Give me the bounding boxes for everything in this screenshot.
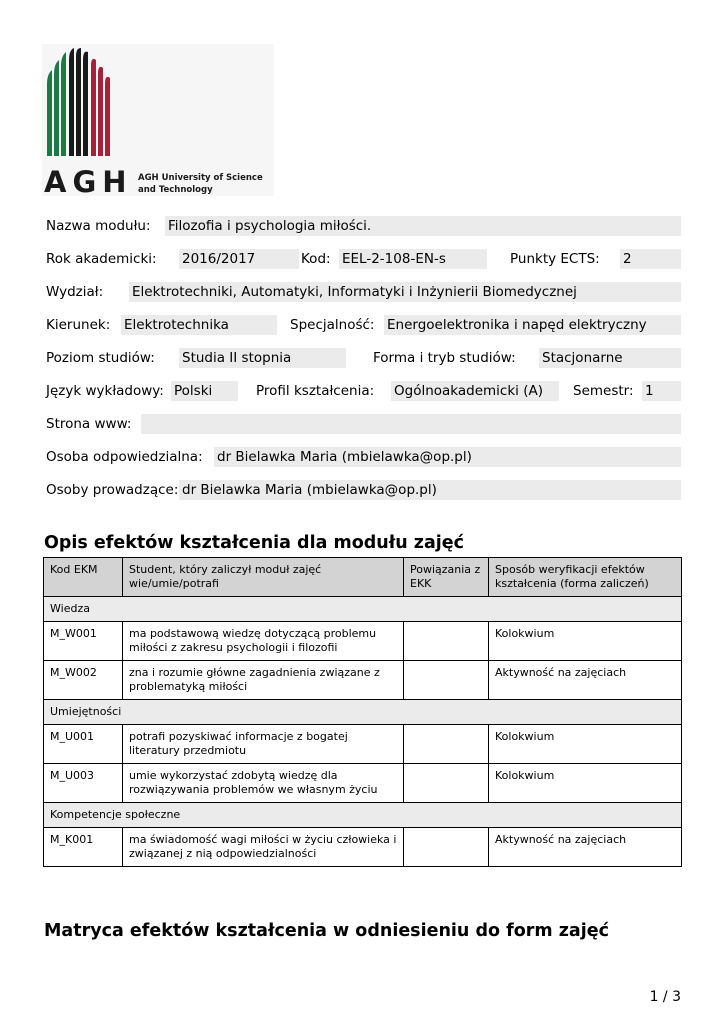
outcome-links (404, 828, 489, 867)
table-row (44, 764, 682, 803)
semester-value: 1 (642, 381, 681, 401)
outcome-code: M_W002 (44, 661, 123, 700)
outcome-verification: Kolokwium (489, 725, 682, 764)
outcome-links (404, 661, 489, 700)
outcome-description: ma świadomość wagi miłości w życiu człowieka i związanej z nią odpowiedzialności (123, 828, 404, 867)
language-label: Język wykładowy: (46, 383, 164, 399)
faculty-value: Elektrotechniki, Automatyki, Informatyki i Inżynierii Biomedycznej (129, 282, 681, 302)
study-level-label: Poziom studiów: (46, 350, 155, 366)
learning-outcomes-table (43, 557, 682, 867)
column-header-links: Powiązania z EKK (404, 558, 489, 597)
outcome-verification: Kolokwium (489, 622, 682, 661)
matrix-heading: Matryca efektów kształcenia w odniesieniu do form zajęć (44, 921, 609, 941)
profile-value: Ogólnoakademicki (A) (391, 381, 559, 401)
group-label: Wiedza (44, 597, 682, 622)
outcome-description: potrafi pozyskiwać informacje z bogatej literatury przedmiotu (123, 725, 404, 764)
group-label: Umiejętności (44, 700, 682, 725)
group-row-social-competences (44, 803, 682, 828)
module-name-value: Filozofia i psychologia miłości. (165, 216, 681, 236)
outcome-code: M_W001 (44, 622, 123, 661)
ects-label: Punkty ECTS: (510, 251, 600, 267)
study-level-value: Studia II stopnia (179, 348, 346, 368)
language-value: Polski (171, 381, 238, 401)
specialty-value: Energoelektronika i napęd elektryczny (384, 315, 681, 335)
outcome-verification: Kolokwium (489, 764, 682, 803)
profile-label: Profil kształcenia: (256, 383, 375, 399)
outcome-description: zna i rozumie główne zagadnienia związane z problematyką miłości (123, 661, 404, 700)
column-header-verification: Sposób weryfikacji efektów kształcenia (forma zaliczeń) (489, 558, 682, 597)
outcome-description: ma podstawową wiedzę dotyczącą problemu miłości z zakresu psychologii i filozofii (123, 622, 404, 661)
group-row-skills (44, 700, 682, 725)
outcome-links (404, 764, 489, 803)
faculty-label: Wydział: (46, 284, 104, 300)
logo-agh-letters: AGH (44, 165, 133, 196)
field-value: Elektrotechnika (121, 315, 277, 335)
outcome-verification: Aktywność na zajęciach (489, 661, 682, 700)
column-header-description: Student, który zaliczył moduł zajęć wie/umie/potrafi (123, 558, 404, 597)
ects-value: 2 (620, 249, 681, 269)
table-row (44, 725, 682, 764)
table-row (44, 661, 682, 700)
lecturers-value: dr Bielawka Maria (mbielawka@op.pl) (179, 480, 681, 500)
outcome-code: M_U003 (44, 764, 123, 803)
outcome-links (404, 725, 489, 764)
study-form-label: Forma i tryb studiów: (373, 350, 516, 366)
outcome-verification: Aktywność na zajęciach (489, 828, 682, 867)
module-name-label: Nazwa modułu: (46, 218, 151, 234)
table-header-row (44, 558, 682, 597)
website-label: Strona www: (46, 416, 132, 432)
outcome-code: M_K001 (44, 828, 123, 867)
code-value: EEL-2-108-EN-s (339, 249, 487, 269)
outcomes-heading: Opis efektów kształcenia dla modułu zajęć (44, 533, 465, 553)
academic-year-value: 2016/2017 (179, 249, 299, 269)
study-form-value: Stacjonarne (539, 348, 681, 368)
academic-year-label: Rok akademicki: (46, 251, 157, 267)
agh-logo-graphic (42, 44, 274, 196)
responsible-person-value: dr Bielawka Maria (mbielawka@op.pl) (214, 447, 681, 467)
group-label: Kompetencje społeczne (44, 803, 682, 828)
page-number: 1 / 3 (649, 989, 681, 1005)
code-label: Kod: (301, 251, 331, 267)
logo-university-line2: and Technology (138, 185, 213, 195)
table-row (44, 622, 682, 661)
field-label: Kierunek: (46, 317, 111, 333)
logo-university-line1: AGH University of Science (138, 173, 263, 183)
website-value (141, 414, 681, 434)
table-row (44, 828, 682, 867)
outcome-code: M_U001 (44, 725, 123, 764)
specialty-label: Specjalność: (290, 317, 375, 333)
outcome-links (404, 622, 489, 661)
responsible-person-label: Osoba odpowiedzialna: (46, 449, 203, 465)
semester-label: Semestr: (573, 383, 634, 399)
outcome-description: umie wykorzystać zdobytą wiedzę dla rozwiązywania problemów we własnym życiu (123, 764, 404, 803)
lecturers-label: Osoby prowadzące: (46, 482, 179, 498)
column-header-code: Kod EKM (44, 558, 123, 597)
group-row-knowledge (44, 597, 682, 622)
agh-logo (42, 44, 274, 196)
